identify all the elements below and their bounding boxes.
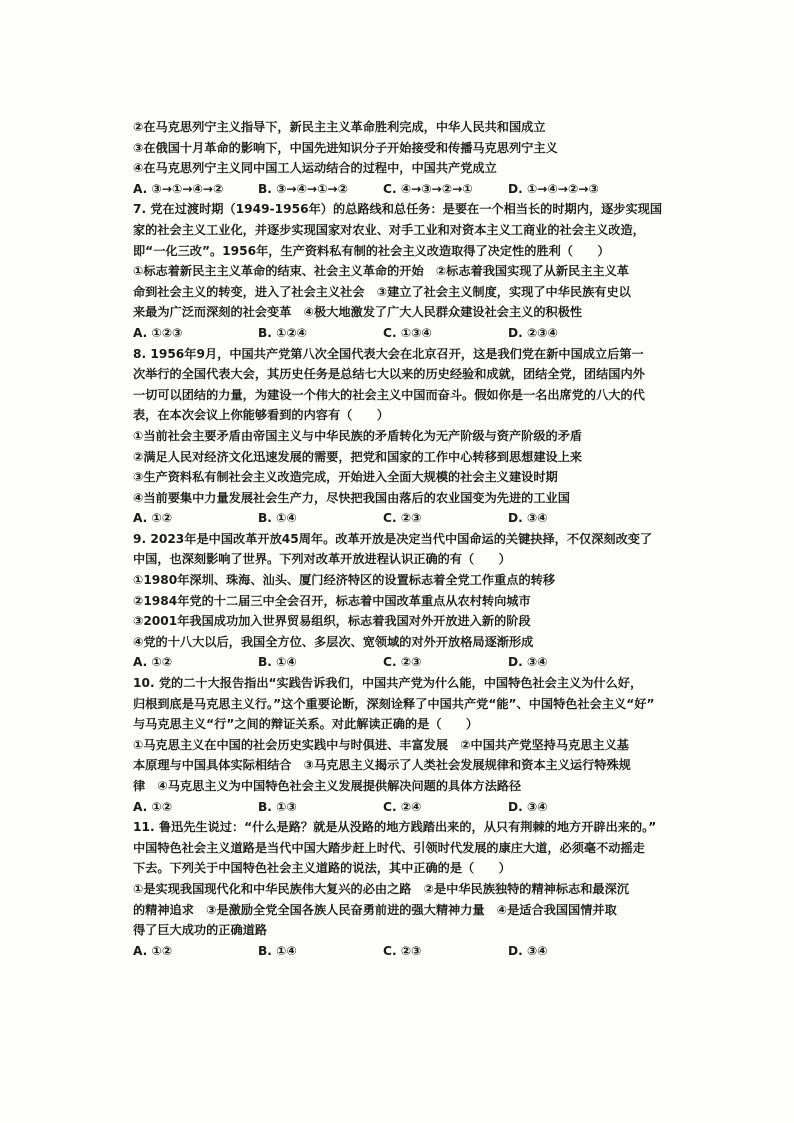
q10-stem-line: 10. 党的二十大报告指出“实践告诉我们，中国共产党为什么能，中国特色社会主义为什么好， [133,676,643,691]
q6-item-2: ②在马克思列宁主义指导下，新民主主义革命胜利完成，中华人民共和国成立 [133,120,546,134]
q6-options [133,179,673,200]
q8-stem-line: 次举行的全国代表大会，其历史任务是总结七大以来的历史经验和成就，团结全党，团结国内外 [133,367,645,382]
q6-option-b: B. ③→④→①→② [258,181,349,196]
q9-option-d: D. ③④ [508,655,548,670]
q10-option-c: C. ②④ [383,799,422,814]
q11-stem-line: 中国特色社会主义道路是当代中国大踏步赶上时代、引领时代发展的康庄大道，必须毫不动摇走 [133,840,645,855]
q8-options [133,508,673,529]
q8-item-line: ①当前社会主要矛盾由帝国主义与中华民族的矛盾转化为无产阶级与资产阶级的矛盾 [133,428,583,443]
q11-options [133,941,673,962]
q8-option-c: C. ②③ [383,511,422,526]
q10-option-b: B. ①③ [258,799,297,814]
q6-option-a: A. ③→①→④→② [133,181,224,196]
q11-stem-line: 下去。下列关于中国特色社会主义道路的说法，其中正确的是（ ） [133,861,511,876]
q8-stem-line: 表，在本次会议上你能够看到的内容有（ ） [133,408,389,423]
q11-item-line: 得了巨大成功的正确道路 [133,923,268,938]
q9-stem-line: 9. 2023年是中国改革开放45周年。改革开放是决定当代中国命运的关键抉择，不仅深刻改变了 [133,531,653,546]
q7-option-d: D. ②③④ [508,325,558,340]
q10-stem-line: 与马克思主义“行”之间的辩证关系。对此解读正确的是（ ） [133,717,479,732]
q7-stem-line: 7. 党在过渡时期（1949-1956年）的总路线和总任务：是要在一个相当长的时期内，逐步实现国 [133,202,663,217]
q9-stem-line: 中国，也深刻影响了世界。下列对改革开放进程认识正确的有（ ） [133,552,511,567]
q9-option-b: B. ①④ [258,655,297,670]
q11-option-c: C. ②③ [383,943,422,958]
q11-option-b: B. ①④ [258,943,297,958]
q9-option-a: A. ①② [133,655,173,670]
q7-item-line: ①标志着新民主主义革命的结束、社会主义革命的开始 ②标志着我国实现了从新民主主义革 [133,264,629,279]
q11-stem-line: 11. 鲁迅先生说过：“什么是路？就是从没路的地方践踏出来的，从只有荆棘的地方开辟出来的。” [133,820,657,835]
q11-option-a: A. ①② [133,943,173,958]
q7-option-c: C. ①③④ [383,325,432,340]
q9-option-c: C. ②③ [383,655,422,670]
q9-item-line: ③2001年我国成功加入世界贸易组织，标志着我国对外开放进入新的阶段 [133,614,531,629]
q6-item-4: ④在马克思列宁主义同中国工人运动结合的过程中，中国共产党成立 [133,161,497,176]
question-content [133,117,673,961]
q7-item-line: 命到社会主义的转变，进入了社会主义社会 ③建立了社会主义制度，实现了中华民族有史以 [133,284,631,299]
q7-stem-line: 即“一化三改”。1956年，生产资料私有制的社会主义改造取得了决定性的胜利（ ） [133,243,610,258]
q8-option-a: A. ①② [133,511,173,526]
q10-item-line: ①马克思主义在中国的社会历史实践中与时俱进、丰富发展 ②中国共产党坚持马克思主义基 [133,737,629,752]
q8-item-line: ④当前要集中力量发展社会生产力，尽快把我国由落后的农业国变为先进的工业国 [133,490,570,505]
q11-option-d: D. ③④ [508,943,548,958]
q11-item-line: ①是实现我国现代化和中华民族伟大复兴的必由之路 ②是中华民族独特的精神标志和最深沉 [133,881,629,896]
q6-option-c: C. ④→③→②→① [383,181,473,196]
q8-stem-line: 一切可以团结的力量，为建设一个伟大的社会主义中国而奋斗。假如你是一名出席党的八大的代 [133,387,645,402]
q8-option-b: B. ①④ [258,511,297,526]
q8-option-d: D. ③④ [508,511,548,526]
q9-item-line: ④党的十八大以后，我国全方位、多层次、宽领域的对外开放格局逐渐形成 [133,634,534,649]
q6-item-3: ③在俄国十月革命的影响下，中国先进知识分子开始接受和传播马克思列宁主义 [133,140,558,155]
q10-stem-line: 归根到底是马克思主义行。”这个重要论断，深刻诠释了中国共产党“能”、中国特色社会主义“好” [133,696,655,711]
q7-option-a: A. ①②③ [133,325,183,340]
q7-item-line: 来最为广泛而深刻的社会变革 ④极大地激发了广大人民群众建设社会主义的积极性 [133,305,583,320]
q10-options [133,797,673,818]
q7-option-b: B. ①②④ [258,325,308,340]
q9-options [133,652,673,673]
q9-item-line: ②1984年党的十二届三中全会召开，标志着中国改革重点从农村转向城市 [133,593,531,608]
q10-option-a: A. ①② [133,799,173,814]
q7-options [133,323,673,344]
q10-option-d: D. ③④ [508,799,548,814]
q8-item-line: ③生产资料私有制社会主义改造完成，开始进入全面大规模的社会主义建设时期 [133,470,558,485]
q10-item-line: 律 ④马克思主义为中国特色社会主义发展提供解决问题的具体方法路径 [133,779,522,793]
q11-item-line: 的精神追求 ③是激励全党全国各族人民奋勇前进的强大精神力量 ④是适合我国国情并取 [133,902,617,917]
q8-stem-line: 8. 1956年9月，中国共产党第八次全国代表大会在北京召开，这是我们党在新中国成立后第一 [133,346,644,361]
q7-stem-line: 家的社会主义工业化，并逐步实现国家对农业、对手工业和对资本主义工商业的社会主义改造， [133,222,645,237]
q8-item-line: ②满足人民对经济文化迅速发展的需要，把党和国家的工作中心转移到思想建设上来 [133,449,583,464]
q6-option-d: D. ①→④→②→③ [508,181,599,196]
q10-item-line: 本原理与中国具体实际相结合 ③马克思主义揭示了人类社会发展规律和资本主义运行特殊规 [133,758,631,773]
q9-item-line: ①1980年深圳、珠海、汕头、厦门经济特区的设置标志着全党工作重点的转移 [133,573,556,588]
